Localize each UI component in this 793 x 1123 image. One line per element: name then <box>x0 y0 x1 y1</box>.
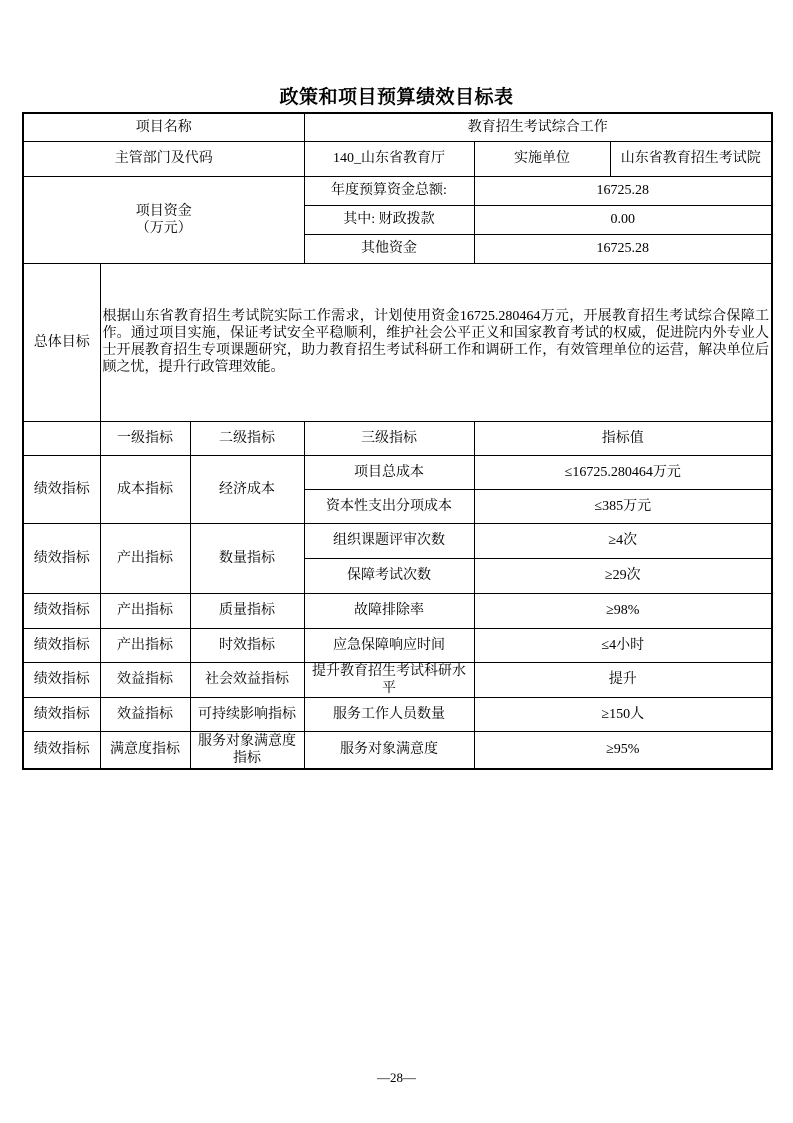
indicator-row <box>23 697 772 731</box>
indicator-header-level3: 三级指标 <box>304 421 474 455</box>
funds-fiscal-label: 其中: 财政拨款 <box>304 205 474 234</box>
department-label: 主管部门及代码 <box>23 141 304 176</box>
indicator-value: ≤385万元 <box>474 489 772 523</box>
indicator-header-empty <box>23 421 100 455</box>
page-title: 政策和项目预算绩效目标表 <box>279 87 514 108</box>
row-department <box>23 141 772 176</box>
indicator-category: 绩效指标 <box>23 455 100 523</box>
row-funds-total <box>23 176 772 205</box>
indicator-level2: 服务对象满意度指标 <box>190 731 304 769</box>
indicator-level1: 产出指标 <box>100 523 190 593</box>
indicator-level3: 提升教育招生考试科研水平 <box>304 662 474 697</box>
indicator-header-level1: 一级指标 <box>100 421 190 455</box>
indicator-level3: 保障考试次数 <box>304 558 474 593</box>
indicator-level3: 项目总成本 <box>304 455 474 489</box>
funds-other-value: 16725.28 <box>474 234 772 263</box>
indicator-category: 绩效指标 <box>23 662 100 697</box>
indicator-row <box>23 593 772 628</box>
indicator-category: 绩效指标 <box>23 523 100 593</box>
indicator-value: ≥98% <box>474 593 772 628</box>
indicator-category: 绩效指标 <box>23 697 100 731</box>
indicator-level2: 时效指标 <box>190 628 304 662</box>
indicator-category: 绩效指标 <box>23 593 100 628</box>
indicator-level2: 可持续影响指标 <box>190 697 304 731</box>
indicator-level1: 满意度指标 <box>100 731 190 769</box>
indicator-level3: 组织课题评审次数 <box>304 523 474 558</box>
overall-goal-label: 总体目标 <box>23 263 100 421</box>
row-indicator-header <box>23 421 772 455</box>
department-value: 140_山东省教育厅 <box>304 141 474 176</box>
funds-other-label: 其他资金 <box>304 234 474 263</box>
funds-total-value: 16725.28 <box>474 176 772 205</box>
indicator-level3: 资本性支出分项成本 <box>304 489 474 523</box>
project-name-value: 教育招生考试综合工作 <box>304 113 772 141</box>
indicator-level1: 产出指标 <box>100 593 190 628</box>
budget-performance-table <box>22 112 773 770</box>
indicator-level2: 质量指标 <box>190 593 304 628</box>
row-overall-goal <box>23 263 772 421</box>
funds-label <box>23 176 304 263</box>
funds-fiscal-value: 0.00 <box>474 205 772 234</box>
indicator-row <box>23 455 772 489</box>
overall-goal-text: 根据山东省教育招生考试院实际工作需求，计划使用资金16725.280464万元，开展教育招生考试综合保障工作。通过项目实施，保证考试安全平稳顺利，维护社会公平正义和国家教育考试的权威，促进院内外专业人士开展教育招生专项课题研究，助力教育招生考试科研工作和调研工作，有效管理单位的运营，解决单位后顾之忧，提升行政管理效能。 <box>102 309 769 375</box>
indicator-value: ≤16725.280464万元 <box>474 455 772 489</box>
funds-total-label: 年度预算资金总额: <box>304 176 474 205</box>
page-number: —28— <box>377 1070 416 1085</box>
indicator-level2: 数量指标 <box>190 523 304 593</box>
indicator-row <box>23 731 772 769</box>
indicator-level3: 应急保障响应时间 <box>304 628 474 662</box>
indicator-value: 提升 <box>474 662 772 697</box>
indicator-level1: 产出指标 <box>100 628 190 662</box>
indicator-level2: 社会效益指标 <box>190 662 304 697</box>
project-name-label: 项目名称 <box>23 113 304 141</box>
funds-label-line2: （万元） <box>135 220 192 236</box>
indicator-header-level2: 二级指标 <box>190 421 304 455</box>
indicator-category: 绩效指标 <box>23 628 100 662</box>
overall-goal-cell <box>100 263 772 421</box>
indicator-value: ≤4小时 <box>474 628 772 662</box>
indicator-row <box>23 628 772 662</box>
indicator-level3: 服务对象满意度 <box>304 731 474 769</box>
implement-unit-value: 山东省教育招生考试院 <box>610 141 772 176</box>
indicator-level1: 效益指标 <box>100 662 190 697</box>
indicator-header-value: 指标值 <box>474 421 772 455</box>
indicator-value: ≥95% <box>474 731 772 769</box>
indicator-level2: 经济成本 <box>190 455 304 523</box>
indicator-value: ≥4次 <box>474 523 772 558</box>
indicator-value: ≥150人 <box>474 697 772 731</box>
indicator-level1: 效益指标 <box>100 697 190 731</box>
implement-unit-label: 实施单位 <box>474 141 610 176</box>
indicator-row <box>23 523 772 558</box>
row-project-name <box>23 113 772 141</box>
indicator-level3: 服务工作人员数量 <box>304 697 474 731</box>
indicator-row <box>23 662 772 697</box>
indicator-value: ≥29次 <box>474 558 772 593</box>
funds-label-line1: 项目资金 <box>135 203 192 219</box>
indicator-level3: 故障排除率 <box>304 593 474 628</box>
indicator-level1: 成本指标 <box>100 455 190 523</box>
indicator-category: 绩效指标 <box>23 731 100 769</box>
